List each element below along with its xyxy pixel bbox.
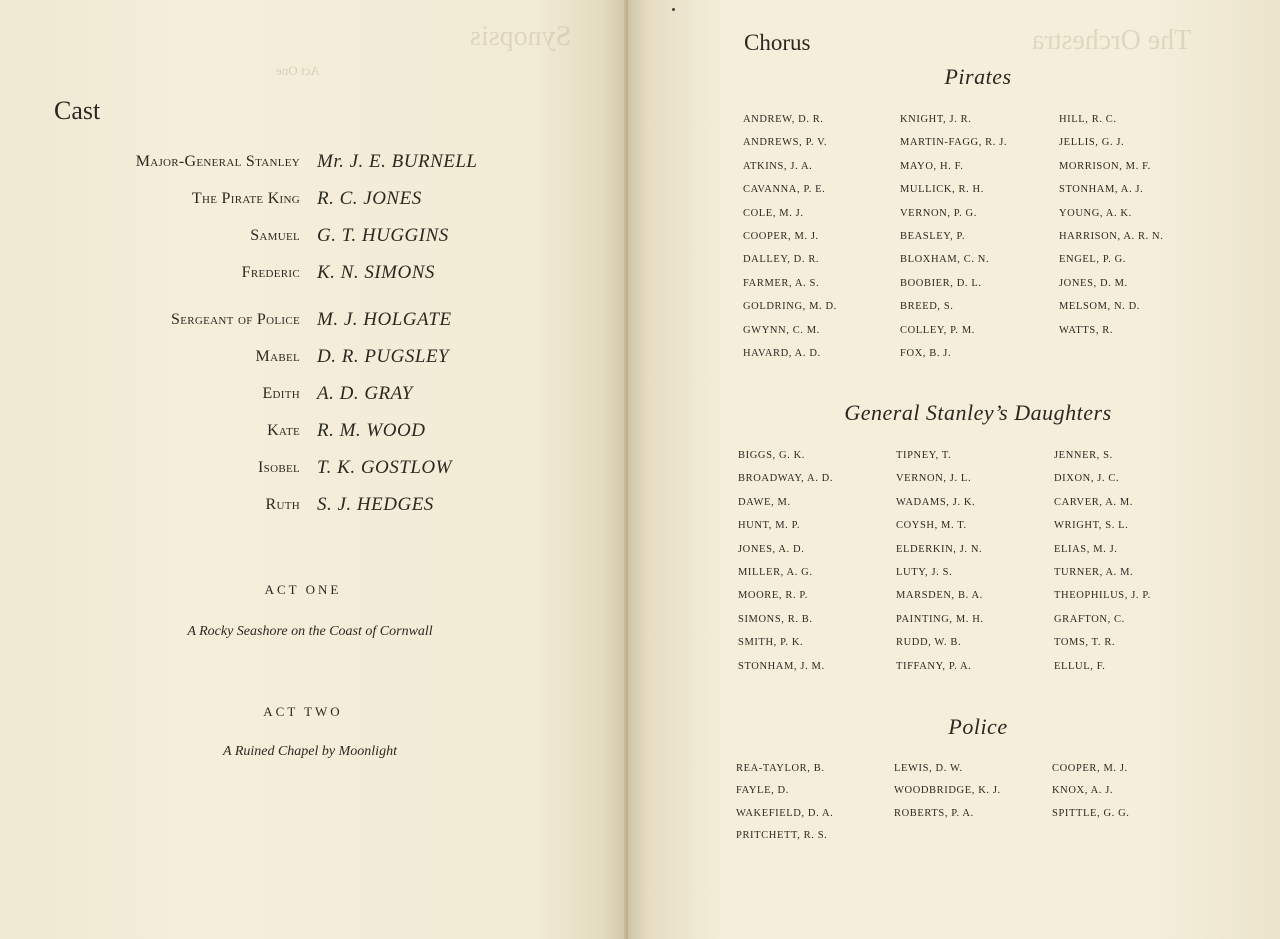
pirates-member-name: VERNON, P. G. xyxy=(900,207,977,219)
pirates-member-name: GWYNN, C. M. xyxy=(743,324,820,336)
pirates-member-name: DALLEY, D. R. xyxy=(743,254,820,266)
daughters-member-name: STONHAM, J. M. xyxy=(738,660,825,672)
pirates-member-name: MORRISON, M. F. xyxy=(1059,160,1151,172)
daughters-member-name: BROADWAY, A. D. xyxy=(738,473,834,485)
police-member-name: WOODBRIDGE, K. J. xyxy=(894,785,1001,797)
pirates-member-name: STONHAM, A. J. xyxy=(1059,184,1144,196)
pirates-member-name: COLLEY, P. M. xyxy=(900,324,975,336)
police-member-name: KNOX, A. J. xyxy=(1052,785,1114,797)
cast-role: Frederic xyxy=(241,264,300,281)
daughters-member-name: WADAMS, J. K. xyxy=(896,496,976,508)
daughters-member-name: TOMS, T. R. xyxy=(1054,637,1116,649)
pirates-member-name: HILL, R. C. xyxy=(1059,114,1117,125)
pirates-member-name: BEASLEY, P. xyxy=(900,231,966,242)
pirates-member-name: MARTIN-FAGG, R. J. xyxy=(900,137,1008,149)
police-member-name: ROBERTS, P. A. xyxy=(894,807,974,819)
pirates-member-name: GOLDRING, M. D. xyxy=(743,301,837,313)
daughters-member-name: CARVER, A. M. xyxy=(1054,496,1134,508)
daughters-member-name: WRIGHT, S. L. xyxy=(1054,520,1129,532)
daughters-member-name: GRAFTON, C. xyxy=(1054,613,1125,625)
daughters-heading: General Stanley’s Daughters xyxy=(844,400,1112,425)
police-heading: Police xyxy=(948,714,1008,739)
pirates-member-name: FARMER, A. S. xyxy=(743,277,820,289)
cast-actor: S. J. HEDGES xyxy=(317,494,434,515)
ink-mark xyxy=(672,8,675,11)
cast-role: Kate xyxy=(267,422,300,439)
daughters-member-name: RUDD, W. B. xyxy=(896,637,962,649)
daughters-member-name: ELDERKIN, J. N. xyxy=(896,543,983,555)
bleed-through-act-one: Act One xyxy=(276,63,320,78)
cast-actor: K. N. SIMONS xyxy=(317,262,435,283)
daughters-member-name: HUNT, M. P. xyxy=(738,520,801,532)
pirates-member-name: COLE, M. J. xyxy=(743,207,804,219)
act-one-scene: A Rocky Seashore on the Coast of Cornwall xyxy=(187,624,433,639)
act-two-scene: A Ruined Chapel by Moonlight xyxy=(223,744,397,759)
pirates-member-name: YOUNG, A. K. xyxy=(1059,207,1132,219)
chorus-title: Chorus xyxy=(744,30,811,55)
pirates-member-name: KNIGHT, J. R. xyxy=(900,114,972,125)
daughters-member-name: ELIAS, M. J. xyxy=(1054,543,1118,555)
cast-actor: Mr. J. E. BURNELL xyxy=(317,151,478,172)
pirates-member-name: FOX, B. J. xyxy=(900,348,952,359)
pirates-member-name: WATTS, R. xyxy=(1059,324,1114,336)
cast-actor: A. D. GRAY xyxy=(317,383,413,404)
pirates-member-name: HARRISON, A. R. N. xyxy=(1059,231,1164,242)
bleed-through-orchestra: The Orchestra xyxy=(1032,25,1192,56)
daughters-member-name: VERNON, J. L. xyxy=(896,473,972,485)
daughters-member-name: JONES, A. D. xyxy=(738,543,805,555)
cast-role: Ruth xyxy=(265,496,300,513)
cast-role: Edith xyxy=(262,385,300,402)
cast-actor: G. T. HUGGINS xyxy=(317,225,449,246)
cast-title: Cast xyxy=(54,96,101,125)
cast-role: The Pirate King xyxy=(191,190,300,207)
cast-actor: R. M. WOOD xyxy=(317,420,426,441)
left-page xyxy=(0,0,628,939)
daughters-member-name: THEOPHILUS, J. P. xyxy=(1054,590,1151,602)
daughters-member-name: DIXON, J. C. xyxy=(1054,473,1120,485)
cast-actor: D. R. PUGSLEY xyxy=(317,346,450,367)
daughters-member-name: MOORE, R. P. xyxy=(738,590,808,602)
pirates-member-name: MELSOM, N. D. xyxy=(1059,301,1141,313)
daughters-member-name: MARSDEN, B. A. xyxy=(896,590,983,602)
pirates-member-name: ATKINS, J. A. xyxy=(743,160,813,172)
cast-role: Mabel xyxy=(255,348,300,365)
police-member-name: REA-TAYLOR, B. xyxy=(736,763,825,774)
pirates-member-name: ANDREW, D. R. xyxy=(743,114,824,125)
daughters-member-name: LUTY, J. S. xyxy=(896,567,953,578)
pirates-member-name: JELLIS, G. J. xyxy=(1059,137,1125,149)
daughters-member-name: JENNER, S. xyxy=(1054,450,1113,461)
pirates-member-name: CAVANNA, P. E. xyxy=(743,184,826,196)
police-member-name: WAKEFIELD, D. A. xyxy=(736,807,834,819)
daughters-member-name: DAWE, M. xyxy=(738,496,791,508)
cast-role: Major-General Stanley xyxy=(135,153,300,170)
police-member-name: LEWIS, D. W. xyxy=(894,763,963,774)
daughters-member-name: PAINTING, M. H. xyxy=(896,613,984,625)
pirates-member-name: BLOXHAM, C. N. xyxy=(900,254,990,266)
daughters-member-name: MILLER, A. G. xyxy=(738,567,813,578)
cast-actor: M. J. HOLGATE xyxy=(317,309,452,330)
pirates-heading: Pirates xyxy=(944,64,1012,89)
cast-actor: T. K. GOSTLOW xyxy=(317,457,452,478)
daughters-member-name: TIPNEY, T. xyxy=(896,450,952,461)
cast-role: Isobel xyxy=(258,459,300,476)
pirates-member-name: BREED, S. xyxy=(900,301,954,313)
act-two-heading: ACT TWO xyxy=(263,704,343,719)
pirates-member-name: HAVARD, A. D. xyxy=(743,348,821,359)
daughters-member-name: TIFFANY, P. A. xyxy=(896,660,972,672)
pirates-member-name: JONES, D. M. xyxy=(1059,277,1128,289)
police-member-name: COOPER, M. J. xyxy=(1052,763,1128,774)
pirates-member-name: MAYO, H. F. xyxy=(900,160,964,172)
act-one-heading: ACT ONE xyxy=(264,582,342,597)
pirates-member-name: ENGEL, P. G. xyxy=(1059,254,1126,266)
police-member-name: PRITCHETT, R. S. xyxy=(736,830,828,842)
pirates-member-name: ANDREWS, P. V. xyxy=(743,137,828,149)
pirates-member-name: COOPER, M. J. xyxy=(743,231,819,242)
daughters-member-name: SMITH, P. K. xyxy=(738,637,804,649)
police-member-name: SPITTLE, G. G. xyxy=(1052,807,1130,819)
daughters-member-name: SIMONS, R. B. xyxy=(738,613,813,625)
cast-role: Sergeant of Police xyxy=(171,311,300,328)
right-page xyxy=(628,0,1280,939)
cast-role: Samuel xyxy=(250,227,300,244)
daughters-member-name: ELLUL, F. xyxy=(1054,660,1106,672)
daughters-member-name: COYSH, M. T. xyxy=(896,520,967,532)
police-member-name: FAYLE, D. xyxy=(736,785,789,797)
pirates-member-name: MULLICK, R. H. xyxy=(900,184,984,196)
cast-actor: R. C. JONES xyxy=(317,188,422,209)
daughters-member-name: BIGGS, G. K. xyxy=(738,450,805,461)
daughters-member-name: TURNER, A. M. xyxy=(1054,567,1134,578)
bleed-through-synopsis: Synopsis xyxy=(470,21,572,52)
pirates-member-name: BOOBIER, D. L. xyxy=(900,277,982,289)
